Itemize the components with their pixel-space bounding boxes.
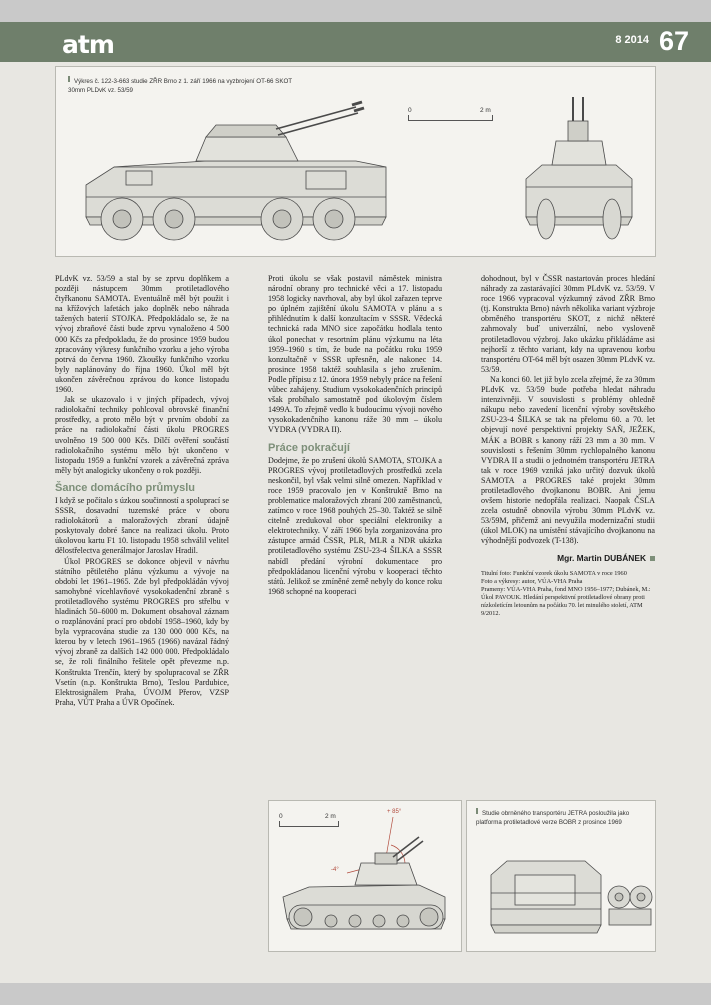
paragraph: Úkol PROGRES se dokonce objevil v návrhu státního pětiletého plánu výzkumu a vývoje na období let 1961–1965. Zde byl předpokládán vývoj samohybné vícehlavňové vysokokadenční zbraně s protiletadlového systému PROGRES pro střelbu v hladinách 50–6000 m. Dokument obsahoval záznam o rozplánování prací pro období 1958–1960, kdy by byla vypracována studie za 130 000 000 Kčs, na kterou by v letech 1961–1965 (1966) navázal řádný vývoj zbraně za dalších 142 000 000. Předpokládalo se, že roli finálního řešitele opět převezme n.p. Konštrukta Trenčín, který by spolupracoval se ZŘR Vsetín (n.p. Konštrukta Brno), Teslou Pardubice, Elektrosignálem Praha, ÚVOJM Přerov, VZSP Praha, VÚT Praha a ÚVR Opočínek. [55, 556, 229, 707]
bottom-margin [0, 983, 711, 1005]
end-mark-icon [650, 556, 655, 561]
credit-line: Titulní foto: Funkční vzorek úkolu SAMOTA v roce 1960 [481, 569, 627, 577]
paragraph: dohodnout, byl v ČSSR nastartován proces hledání náhrady za zastarávající 30mm PLdvK vz. 53/59. V roce 1966 vypracoval výzkumný závod ZŘR Brno (tj. Konstrukta Brno) návrh několika variant výzbroje obrněného transportéru SKOT, z nichž některé zahrnovaly buď univerzální, nebo vysloveně protiletadlovou výzbroj. Jako ukázku přikládáme asi nejhorší z těchto variant, kdy na upravenou korbu transportéru OT-64 měl být osazen 30mm PLdvK vz. 53/59. [481, 274, 655, 374]
text-column-3 [481, 274, 655, 618]
figure1-scalebar [408, 107, 493, 121]
paragraph: I když se počítalo s úzkou součinností a spoluprací se SSSR, dosavadní tuzemské práce v oboru radiolokátorů a maloražových zbraní údajně poskytovaly dobré šance na realizaci úkolu. Proto úkolovou kartu F1 10. listopadu 1958 schválil velitel dělostřelectva generálmajor Jaroslav Hradil. [55, 495, 229, 556]
paragraph: Na konci 60. let již bylo zcela zřejmé, že za 30mm PLdvK vz. 53/59 bude potřeba hledat náhradu intenzivněji. V souvislosti s problémy ohledně nákupu nebo zavedení licenční výroby sovětského ZSU-23-4 ŠILKA se tak na přelomu 60. a 70. let objevují nové perspektivní projekty SAŇ, JEŽEK, MÁK a BOBR s kanony ráží 23 mm a 30 mm. V souvislosti s řešením 30mm rychlopalného kanonu VYDRA II a studii o jednotném transportéru JETRA tak v roce 1969 vzniká jako určitý dozvuk úkolů SAMOTA a PROGRES také projekt 30mm protiletadlového dvojkanonu BOBR. Ani jemu ovšem historie nedopřála realizaci. Naopak ČSLA zcela ostudně obnovila výrobu 30mm PLdvK vz. 53/59M, přičemž ani nevyužila modernizační studii (úkol MLOK) na umístění stávajícího dvojkanonu na výhodnější podvozek (T-138). [481, 374, 655, 546]
paragraph: Proti úkolu se však postavil náměstek ministra národní obrany pro technické věci a 17. listopadu 1958 logicky navrhoval, aby byl úkol zařazen teprve po úplném zajištění úkolu SAMOTA v plánu a s přihlédnutím k další konzultacím v SSSR. Vědecká technická rada MNO sice započátku hodlala tento úkol ponechat v resortním plánu výzkumu na léta 1959–1960 s tím, že bude na počátku roku 1959 konzultačně v SSSR upřesněn, ale nakonec 14. prosince 1958 taktéž souhlasila s jeho zrušením. Podle přípisu z 12. února 1959 nebyly práce na řešení vůbec zahájeny. Studium vysokokadenčních principů však probíhalo samostatně pod úkolovým číslem 1499A. To zřejmě vedlo k budoucímu vývoji nového vysokokadenčního kanonu ráže 30 mm – úkolu VYDRA (VYDRA II). [268, 274, 442, 435]
scale-line [279, 821, 339, 827]
credit-line: Prameny: VÚA-VHA Praha, fond MNO 1956–1977; Dubánek, M.: Úkol PAVOUK. Hledání perspektivní protiletadlové obrany proti nízkoletícím letounům na počátku 70. let minulého století, ATM 9/2012. [481, 585, 651, 617]
figure1-caption: Výkres č. 122-3-663 studie ZŘR Brno z 1. září 1966 na vyzbrojení OT-66 SKOT 30mm PLDvK vz. 53/59 [68, 78, 292, 94]
figure-technical-drawing-skot [55, 66, 656, 257]
logo-text: atm [62, 30, 114, 59]
figure3-caption: Studie obrněného transportéru JETRA posloužila jako platforma protiletadlové verze BOBR z prosince 1969 [476, 810, 630, 826]
figure-credits [481, 570, 655, 618]
scale-label-0: 0 [279, 813, 283, 820]
figure-jetra-transporter-drawing [466, 800, 656, 952]
scale-line [408, 115, 493, 121]
text-column-1 [55, 274, 229, 708]
paragraph: Jak se ukazovalo i v jiných případech, vývoj radiolokační techniky pohlcoval obrovské finanční prostředky, a proto mělo být v prvním období za práce na radiolokační části úkolu PROGRES uvolněno 19 500 000 Kčs. Dílčí ověření součástí radiolokačního systému mělo být ukončeno v listopadu 1959 a funkční vzorek a závěrečná zpráva měly být analogicky ukončeny o rok později. [55, 395, 229, 475]
paragraph: Dodejme, že po zrušení úkolů SAMOTA, STOJKA a PROGRES vývoj protiletadlových prostředků zcela neskončil, byl však velmi silně omezen. Například v roce 1959 pracovalo jen v Konštruktě Brno na problematice maloražových zbraní 200 zaměstnanců, zatímco v roce 1968 pouhých 25–30. Taktéž se silně citelně zredukoval obor speciální elektroniky a elektrotechniky. V září 1966 byla zorganizována pro zástupce armád ČSSR, PLR, MLR a NDR ukázka protiletadlového systému ZSU-23-4 ŠILKA a SSSR nabídl předání výrobní dokumentace pro předpokládanou licenční výrobu v kooperaci těchto států. Jelikož se zmíněné země nebyly do konce roku 1968 schopné na kooperaci [268, 455, 442, 596]
figure-bobr-elevation-drawing [268, 800, 462, 952]
caption-marker-icon [68, 76, 70, 82]
scale-label-0: 0 [408, 107, 412, 114]
text-column-2 [268, 274, 442, 597]
figure1-drawing [56, 67, 655, 256]
section-heading-sance: Šance domácího průmyslu [55, 481, 195, 494]
scale-label-2m: 2 m [480, 107, 491, 114]
magazine-logo [62, 30, 114, 59]
paragraph: PLdvK vz. 53/59 a stal by se zprvu doplňkem a později nástupcem 30mm protiletadlového čtyřkanonu SAMOTA. Eventuálně měl být použit i na křížových lafetách jako doplněk nebo náhrada tažených baterií STOJKA. Předpokládalo se, že na vývoj zbraňové části bude zprvu vynaloženo 4 500 000 Kčs za předpokladu, že do prosince 1959 budou zpracovány výkresy funkčního vzorku a jeho výroba potrvá do června 1960. Zkoušky funkčního vzorku byly naplánovány do října 1960. Úkol měl být ukončen závěrečnou zprávou do konce listopadu 1960. [55, 274, 229, 395]
page-number: 67 [658, 26, 689, 56]
author-signature: Mgr. Martin DUBÁNEK [481, 553, 655, 563]
section-heading-prace: Práce pokračují [268, 441, 350, 454]
elevation-angle-down-label: -4° [331, 867, 339, 873]
credit-line: Foto a výkresy: autor, VÚA-VHA Praha [481, 577, 583, 585]
elevation-angle-up-label: + 85° [387, 809, 402, 815]
caption-marker-icon [476, 808, 478, 814]
issue-label: 8 2014 [615, 34, 649, 46]
scale-label-2m: 2 m [325, 813, 336, 820]
top-margin [0, 0, 711, 22]
figure2-scalebar [279, 813, 339, 827]
